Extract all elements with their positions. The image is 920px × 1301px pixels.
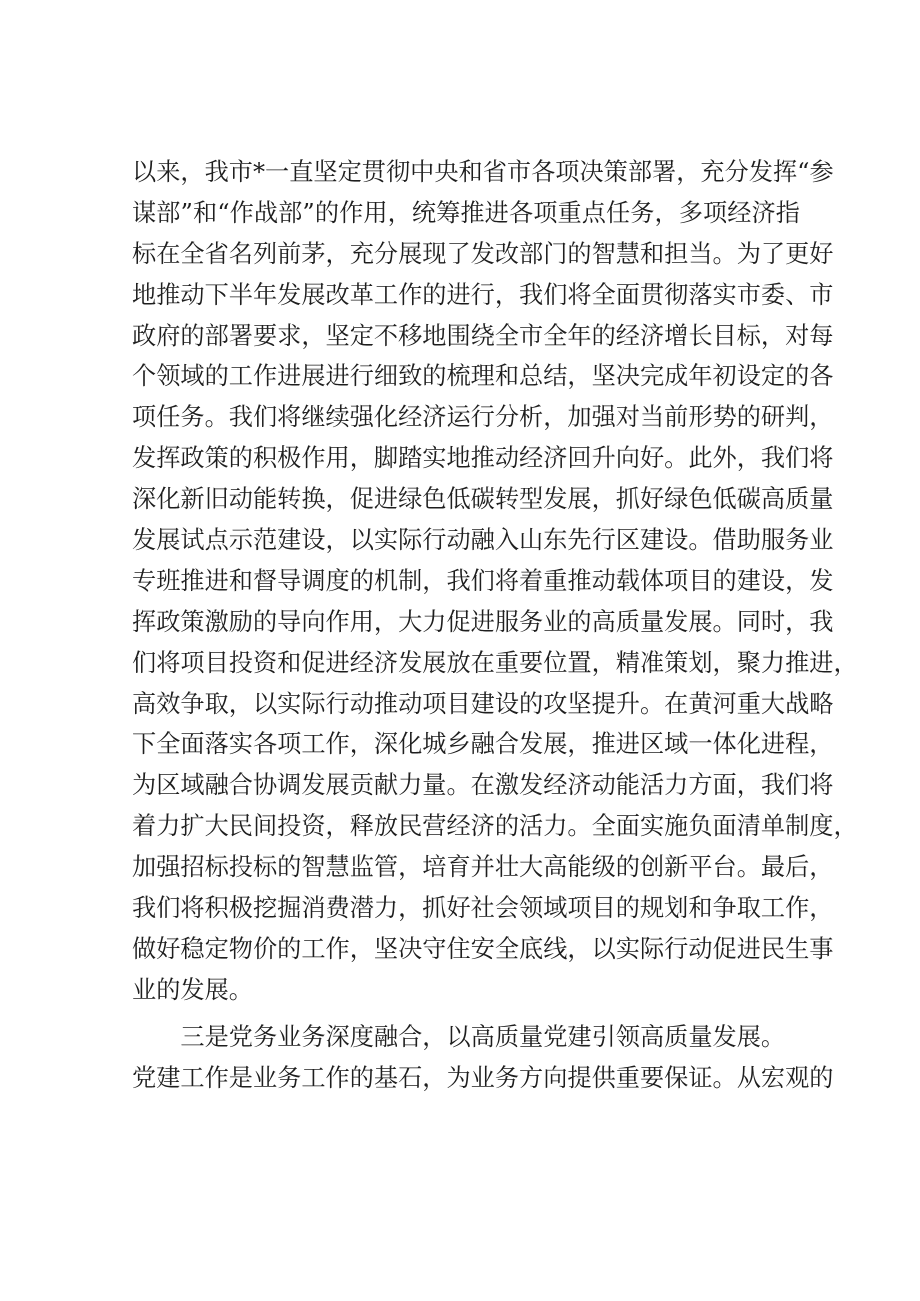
text-line: 高效争取，以实际行动推动项目建设的攻坚提升。在黄河重大战略	[132, 689, 834, 718]
document-body	[132, 152, 858, 1098]
text-line: 加强招标投标的智慧监管，培育并壮大高能级的创新平台。最后，	[132, 853, 834, 882]
text-line: 标在全省名列前茅，充分展现了发改部门的智慧和担当。为了更好	[132, 239, 834, 268]
text-line: 业的发展。	[132, 975, 253, 1004]
text-line: 专班推进和督导调度的机制，我们将着重推动载体项目的建设，发	[132, 566, 834, 595]
text-line: 下全面落实各项工作，深化城乡融合发展，推进区域一体化进程，	[132, 730, 834, 759]
text-line: 政府的部署要求，坚定不移地围绕全市全年的经济增长目标，对每	[132, 321, 834, 350]
text-line: 以来，我市*一直坚定贯彻中央和省市各项决策部署，充分发挥“参	[132, 158, 834, 186]
text-line: 做好稳定物价的工作，坚决守住安全底线，以实际行动促进民生事	[132, 934, 834, 963]
text-line: 我们将积极挖掘消费潜力，抓好社会领域项目的规划和争取工作，	[132, 894, 834, 923]
text-line: 党建工作是业务工作的基石，为业务方向提供重要保证。从宏观的	[132, 1063, 834, 1092]
text-line: 地推动下半年发展改革工作的进行，我们将全面贯彻落实市委、市	[132, 280, 834, 309]
text-line: 发挥政策的积极作用，脚踏实地推动经济回升向好。此外，我们将	[132, 444, 834, 473]
paragraph-1	[132, 152, 858, 1011]
text-line: 谋部”和“作战部”的作用，统筹推进各项重点任务，多项经济指	[132, 198, 800, 227]
paragraph-2	[132, 1017, 834, 1099]
text-line: 个领域的工作进展进行细致的梳理和总结，坚决完成年初设定的各	[132, 362, 834, 391]
text-line: 项任务。我们将继续强化经济运行分析，加强对当前形势的研判，	[132, 403, 834, 432]
section-heading-line: 三是党务业务深度融合，以高质量党建引领高质量发展。	[132, 1022, 786, 1051]
text-line: 发展试点示范建设，以实际行动融入山东先行区建设。借助服务业	[132, 526, 834, 555]
text-line: 们将项目投资和促进经济发展放在重要位置，精准策划，聚力推进，	[132, 648, 858, 677]
text-line: 为区域融合协调发展贡献力量。在激发经济动能活力方面，我们将	[132, 771, 834, 800]
text-line: 着力扩大民间投资，释放民营经济的活力。全面实施负面清单制度，	[132, 812, 858, 841]
text-line: 挥政策激励的导向作用，大力促进服务业的高质量发展。同时，我	[132, 607, 834, 636]
text-line: 深化新旧动能转换，促进绿色低碳转型发展，抓好绿色低碳高质量	[132, 485, 834, 514]
